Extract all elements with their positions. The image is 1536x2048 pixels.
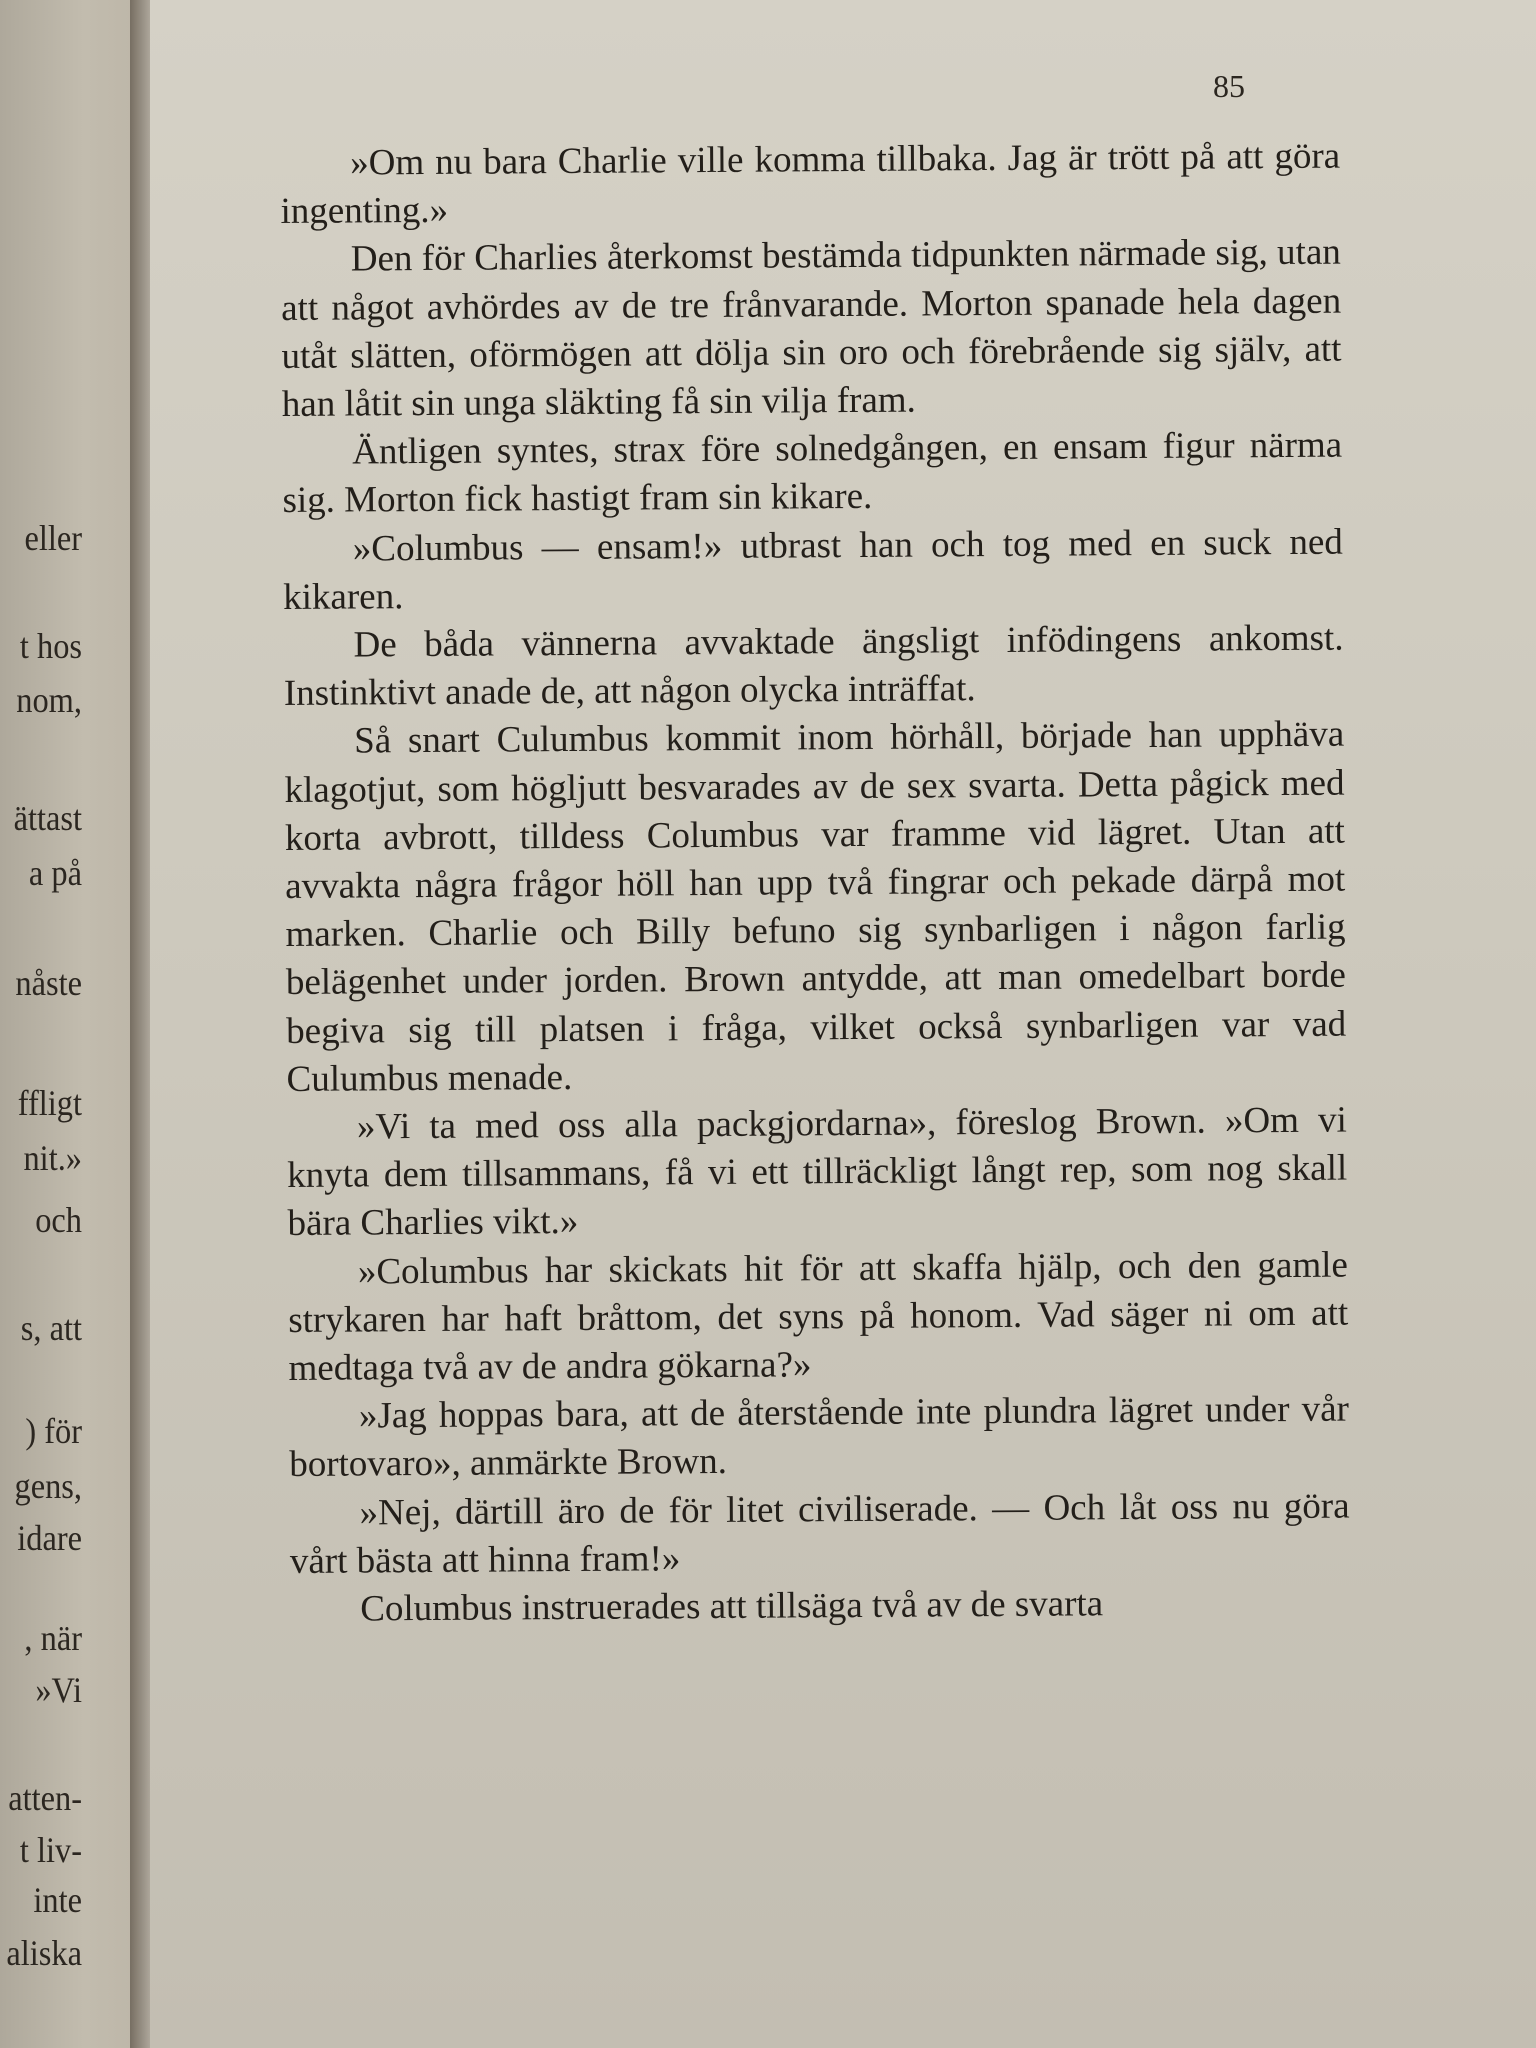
left-page-fragment: ) för [25, 1411, 82, 1451]
paragraph: »Jag hoppas bara, att de återstående inte plundra lägret under vår bortovaro», anmärkte Brown. [289, 1388, 1350, 1486]
left-page [0, 0, 140, 2048]
left-page-fragment: »Vi [35, 1670, 82, 1710]
left-page-fragment: idare [17, 1518, 82, 1558]
left-page-fragment: nit.» [23, 1138, 82, 1178]
left-page-fragment: atten- [8, 1778, 82, 1818]
left-page-fragment: t liv- [19, 1830, 82, 1870]
left-page-fragment: nom, [16, 680, 82, 720]
left-page-fragment: ättast [13, 798, 82, 838]
left-page-fragment: , när [24, 1618, 82, 1658]
paragraph: »Vi ta med oss alla packgjordarna», föreslog Brown. »Om vi knyta dem tillsammans, få vi ett tillräckligt långt rep, som nog skall bära Charlies vikt.» [287, 1099, 1348, 1245]
paragraph: Den för Charlies återkomst bestämda tidpunkten närmade sig, utan att något avhördes av de tre frånvarande. Morton spanade hela dagen utåt slätten, oförmögen att dölja sin oro och förebrående sig själv, att han låtit sin unga släkting få sin vilja fram. [281, 232, 1342, 426]
paragraph: Columbus instruerades att tillsäga två av de svarta [360, 1583, 1104, 1630]
left-page-fragment: s, att [20, 1308, 82, 1348]
paragraph: Så snart Culumbus kommit inom hörhåll, började han upphäva klagotjut, som högljutt besvarades av de sex svarta. Detta pågick med korta avbrott, tilldess Columbus var framme vid lägret. Utan att avvakta några frågor höll han upp två fingrar och pekade därpå mot marken. Charlie och Billy befuno sig synbarligen i någon farlig belägenhet under jorden. Brown antydde, att man omedelbart borde begiva sig till platsen i fråga, vilket också synbarligen var vad Culumbus menade. [284, 714, 1347, 1100]
paragraph: »Om nu bara Charlie ville komma tillbaka. Jag är trött på att göra ingenting.» [280, 135, 1341, 233]
paragraph: »Nej, därtill äro de för litet civiliserade. — Och låt oss nu göra vårt bästa att hinna fram!» [289, 1485, 1350, 1582]
left-page-fragment: och [35, 1200, 82, 1240]
left-page-fragment: aliska [6, 1933, 82, 1973]
paragraph: Äntligen syntes, strax före solnedgången, en ensam figur närma sig. Morton fick hastigt fram sin kikare. [282, 424, 1343, 522]
page-number: 85 [1213, 68, 1245, 104]
left-page-fragment: eller [24, 518, 82, 558]
left-page-fragment: t hos [19, 626, 82, 666]
paragraph: De båda vännerna avvaktade ängsligt infödingens ankomst. Instinktivt anade de, att någon olycka inträffat. [283, 617, 1344, 715]
paragraph: »Columbus — ensam!» utbrast han och tog med en suck ned kikaren. [283, 521, 1343, 618]
left-page-fragment: nåste [15, 963, 82, 1003]
paragraph: »Columbus har skickats hit för att skaffa hjälp, och den gamle strykaren har haft bråttom, det syns på honom. Vad säger ni om att medtaga två av de andra gökarna?» [288, 1244, 1349, 1390]
left-page-fragment: ffligt [17, 1083, 82, 1123]
left-page-fragment: inte [33, 1880, 82, 1920]
left-page-fragment: a på [28, 853, 82, 893]
left-page-fragment: gens, [14, 1466, 82, 1506]
body-text [280, 133, 1350, 1635]
